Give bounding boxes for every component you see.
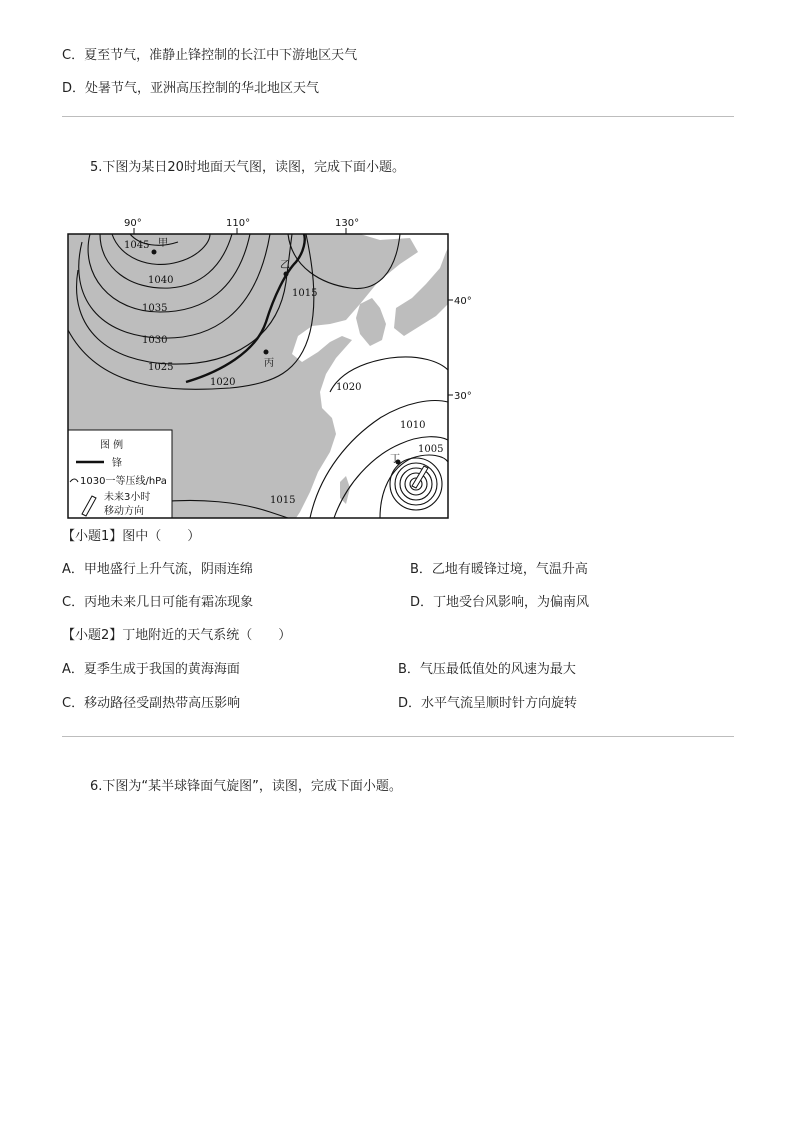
weather-map (60, 212, 480, 524)
q5-stem: 5.下图为某日20时地面天气图，读图，完成下面小题。 (90, 160, 405, 175)
q5-sub1-option-b: B．乙地有暖锋过境，气温升高 (410, 562, 588, 577)
weather-map-svg (60, 212, 480, 524)
isobar-label: 1045 (124, 240, 150, 251)
isobar-label: 1040 (148, 275, 174, 286)
isobar-label: 1035 (142, 303, 168, 314)
lon-label-90: 90° (124, 218, 142, 229)
place-ding: 丁 (390, 454, 400, 465)
legend-title: 图 例 (100, 440, 124, 451)
q4-option-c: C．夏至节气，准静止锋控制的长江中下游地区天气 (62, 48, 358, 63)
q6-stem: 6.下图为“某半球锋面气旋图”，读图，完成下面小题。 (90, 779, 402, 794)
place-yi: 乙 (280, 260, 290, 271)
q5-sub1-option-a: A．甲地盛行上升气流，阴雨连绵 (62, 562, 253, 577)
isobar-label: 1020 (210, 377, 236, 388)
isobar-label: 1005 (418, 444, 444, 455)
legend-isobar: 1030一等压线/hPa (80, 476, 167, 487)
legend-arrow-line1: 未来3小时 (104, 492, 151, 503)
q5-sub2-option-b: B．气压最低值处的风速为最大 (398, 662, 576, 677)
lon-label-110: 110° (226, 218, 251, 229)
place-jia: 甲 (158, 238, 168, 249)
isobar-label: 1010 (400, 420, 426, 431)
divider (62, 116, 734, 117)
legend-front: 锋 (112, 458, 122, 469)
lon-label-130: 130° (335, 218, 360, 229)
q5-sub1-option-c: C．丙地未来几日可能有霜冻现象 (62, 595, 254, 610)
q5-sub2-option-c: C．移动路径受副热带高压影响 (62, 696, 241, 711)
isobar-label: 1015 (292, 288, 318, 299)
lat-label-40: 40° (454, 296, 472, 307)
q5-sub2-option-a: A．夏季生成于我国的黄海海面 (62, 662, 240, 677)
isobar-label: 1025 (148, 362, 174, 373)
isobar-label: 1015 (270, 495, 296, 506)
q5-sub1-option-d: D．丁地受台风影响，为偏南风 (410, 595, 590, 610)
q5-sub2-option-d: D．水平气流呈顺时针方向旋转 (398, 696, 578, 711)
map-legend (68, 430, 172, 518)
q5-sub1-title: 【小题1】图中（ ） (62, 529, 201, 544)
divider (62, 736, 734, 737)
q4-option-d: D．处暑节气，亚洲高压控制的华北地区天气 (62, 81, 320, 96)
isobar-label: 1020 (336, 382, 362, 393)
legend-arrow-line2: 移动方向 (104, 506, 144, 517)
lat-label-30: 30° (454, 391, 472, 402)
place-bing: 丙 (264, 358, 274, 369)
q5-sub2-title: 【小题2】丁地附近的天气系统（ ） (62, 628, 292, 643)
isobar-label: 1030 (142, 335, 168, 346)
